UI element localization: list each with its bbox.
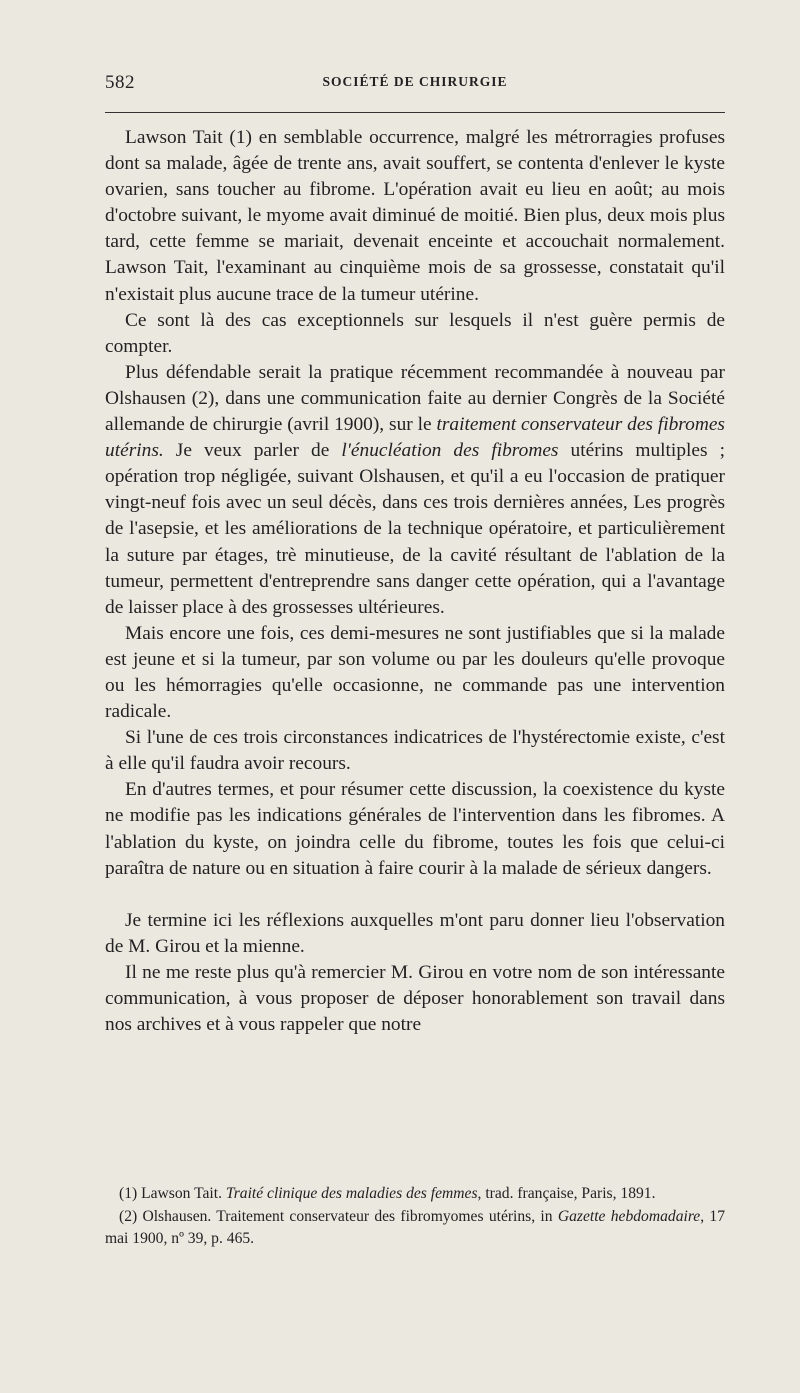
page-number: 582 xyxy=(105,72,135,93)
italic-run: Traité clinique des maladies des femmes xyxy=(225,1185,478,1202)
footnote xyxy=(105,1183,725,1206)
running-head: SOCIÉTÉ DE CHIRURGIE xyxy=(322,74,508,89)
footnote xyxy=(105,1206,725,1251)
paragraph xyxy=(105,360,725,621)
text-run: (2) Olshausen. Traitement conservateur des fibromyomes utérins, in xyxy=(119,1207,558,1225)
paragraph: Il ne me reste plus qu'à remercier M. Girou en votre nom de son intéressante communication, à vous proposer de déposer honorablement son travail dans nos archives et à vous rappeler que notre xyxy=(105,961,725,1036)
text-run: Je veux parler de xyxy=(163,440,342,462)
paragraph: En d'autres termes, et pour résumer cette discussion, la coexistence du kyste ne modifie pas les indications générales de l'intervention dans les fibromes. A l'ablation du kyste, on joindra celle du fibrome, toutes les fois que celui-ci paraîtra de nature ou en situation à faire courir à la malade de sérieux dangers. xyxy=(105,779,725,879)
paragraph: Lawson Tait (1) en semblable occurrence, malgré les métrorragies profuses dont sa malade, âgée de trente ans, avait souffert, se contenta d'enlever le kyste ovarien, sans toucher au fibrome. L'opération avait eu lieu en août; au mois d'octobre suivant, le myome avait diminué de moitié. Bien plus, deux mois plus tard, cette femme se mariait, devenait enceinte et accouchait normalement. Lawson Tait, l'examinant au cinquième mois de sa grossesse, constatait qu'il n'existait plus aucune trace de la tumeur utérine. xyxy=(105,127,725,305)
text-run: (1) Lawson Tait. xyxy=(119,1185,226,1202)
paragraph: Ce sont là des cas exceptionnels sur lesquels il n'est guère permis de compter. xyxy=(105,309,725,357)
italic-run: Gazette hebdomadaire xyxy=(557,1207,701,1225)
paragraph: Je termine ici les réflexions auxquelles m'ont paru donner lieu l'observation de M. Girou et la mienne. xyxy=(105,909,725,957)
body-text xyxy=(105,125,725,1038)
text-run: utérins multiples ; opération trop négligée, suivant Olshausen, et qu'il a eu l'occasion de pratiquer vingt-neuf fois avec un seul décès, dans ces trois dernières années, Les progrès de l'asepsie, et les améliorations de la technique opératoire, et particulièrement la suture par étages, trè minutieuse, de la cavité résultant de l'ablation de la tumeur, permettent d'entreprendre sans danger cette opération, qui a l'avantage de laisser place à des grossesses ultérieures. xyxy=(105,440,725,618)
footnotes xyxy=(105,1183,725,1251)
header-rule xyxy=(105,112,725,113)
italic-run: traitement conservateur des fibromes utérins. xyxy=(105,414,725,462)
paragraph: Si l'une de ces trois circonstances indicatrices de l'hystérectomie existe, c'est à elle qu'il faudra avoir recours. xyxy=(105,727,725,775)
italic-run: l'énucléation des fibromes xyxy=(341,440,559,462)
text-run: , trad. française, Paris, 1891. xyxy=(477,1185,656,1202)
paragraph: Mais encore une fois, ces demi-mesures ne sont justifiables que si la malade est jeune et si la tumeur, par son volume ou par les douleurs qu'elle provoque ou les hémorragies qu'elle occasionne, ne commande pas une intervention radicale. xyxy=(105,622,725,723)
text-run: Plus défendable serait la pratique récemment recommandée à nouveau par Olshausen (2), dans une communication faite au dernier Congrès de la Société allemande de chirurgie (avril 1900), sur le xyxy=(105,361,725,436)
text-run: , 17 mai 1900, nº 39, p. 465. xyxy=(105,1207,725,1247)
page-header xyxy=(105,72,725,96)
